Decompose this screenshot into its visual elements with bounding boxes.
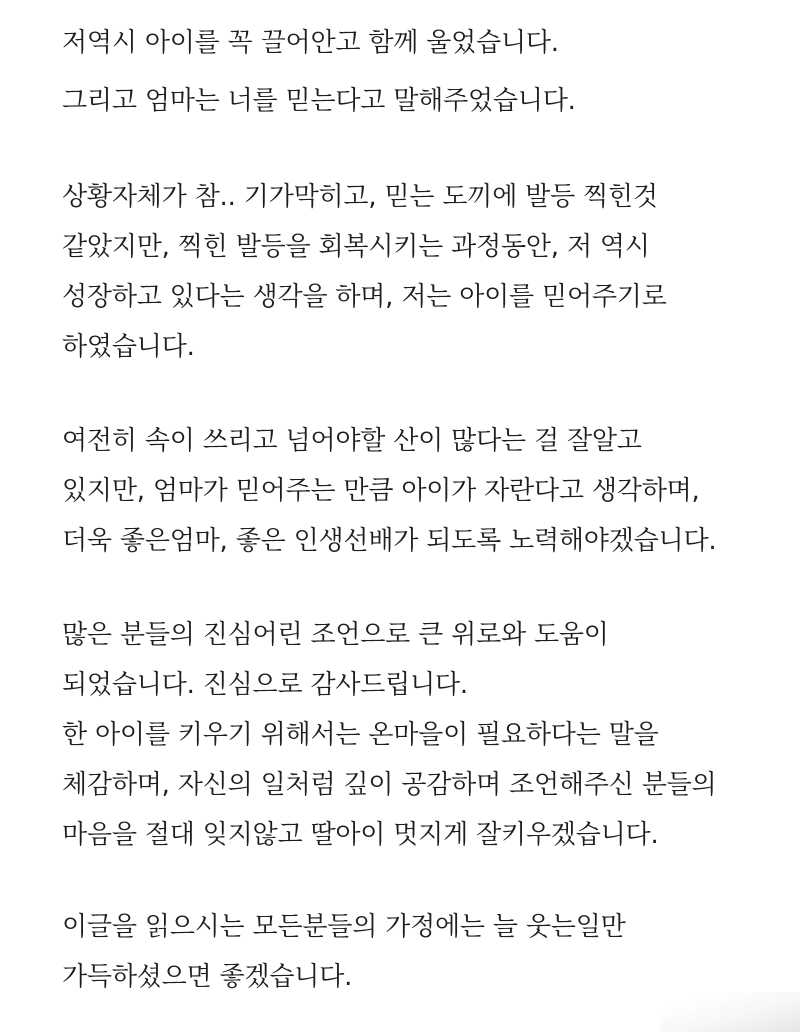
paragraph-1-line-2: 그리고 엄마는 너를 믿는다고 말해주었습니다. [62, 86, 576, 116]
paragraph-2-line-2: 같았지만, 찍힌 발등을 회복시키는 과정동안, 저 역시 [62, 232, 650, 262]
paragraph-4-line-1: 많은 분들의 진심어린 조언으로 큰 위로와 도움이 [62, 620, 609, 650]
paragraph-3-line-1: 여전히 속이 쓰리고 넘어야할 산이 많다는 걸 잘알고 [62, 426, 642, 456]
paragraph-4-line-5: 마음을 절대 잊지않고 딸아이 멋지게 잘키우겠습니다. [62, 820, 659, 850]
paragraph-2-line-3: 성장하고 있다는 생각을 하며, 저는 아이를 믿어주기로 [62, 282, 667, 312]
paragraph-1-line-1: 저역시 아이를 꼭 끌어안고 함께 울었습니다. [62, 28, 559, 58]
paragraph-5-line-1: 이글을 읽으시는 모든분들의 가정에는 늘 웃는일만 [62, 912, 626, 942]
paragraph-4-line-3: 한 아이를 키우기 위해서는 온마을이 필요하다는 말을 [62, 720, 659, 750]
paragraph-4-line-4: 체감하며, 자신의 일처럼 깊이 공감하며 조언해주신 분들의 [62, 770, 717, 800]
corner-shadow [660, 992, 800, 1032]
paragraph-3-line-2: 있지만, 엄마가 믿어주는 만큼 아이가 자란다고 생각하며, [62, 476, 700, 506]
paragraph-4-line-2: 되었습니다. 진심으로 감사드립니다. [62, 670, 468, 700]
paragraph-3-line-3: 더욱 좋은엄마, 좋은 인생선배가 되도록 노력해야겠습니다. [62, 526, 717, 556]
paragraph-2-line-4: 하였습니다. [62, 332, 195, 362]
paragraph-5-line-2: 가득하셨으면 좋겠습니다. [62, 962, 353, 992]
paragraph-2-line-1: 상황자체가 참.. 기가막히고, 믿는 도끼에 발등 찍힌것 [62, 182, 658, 212]
